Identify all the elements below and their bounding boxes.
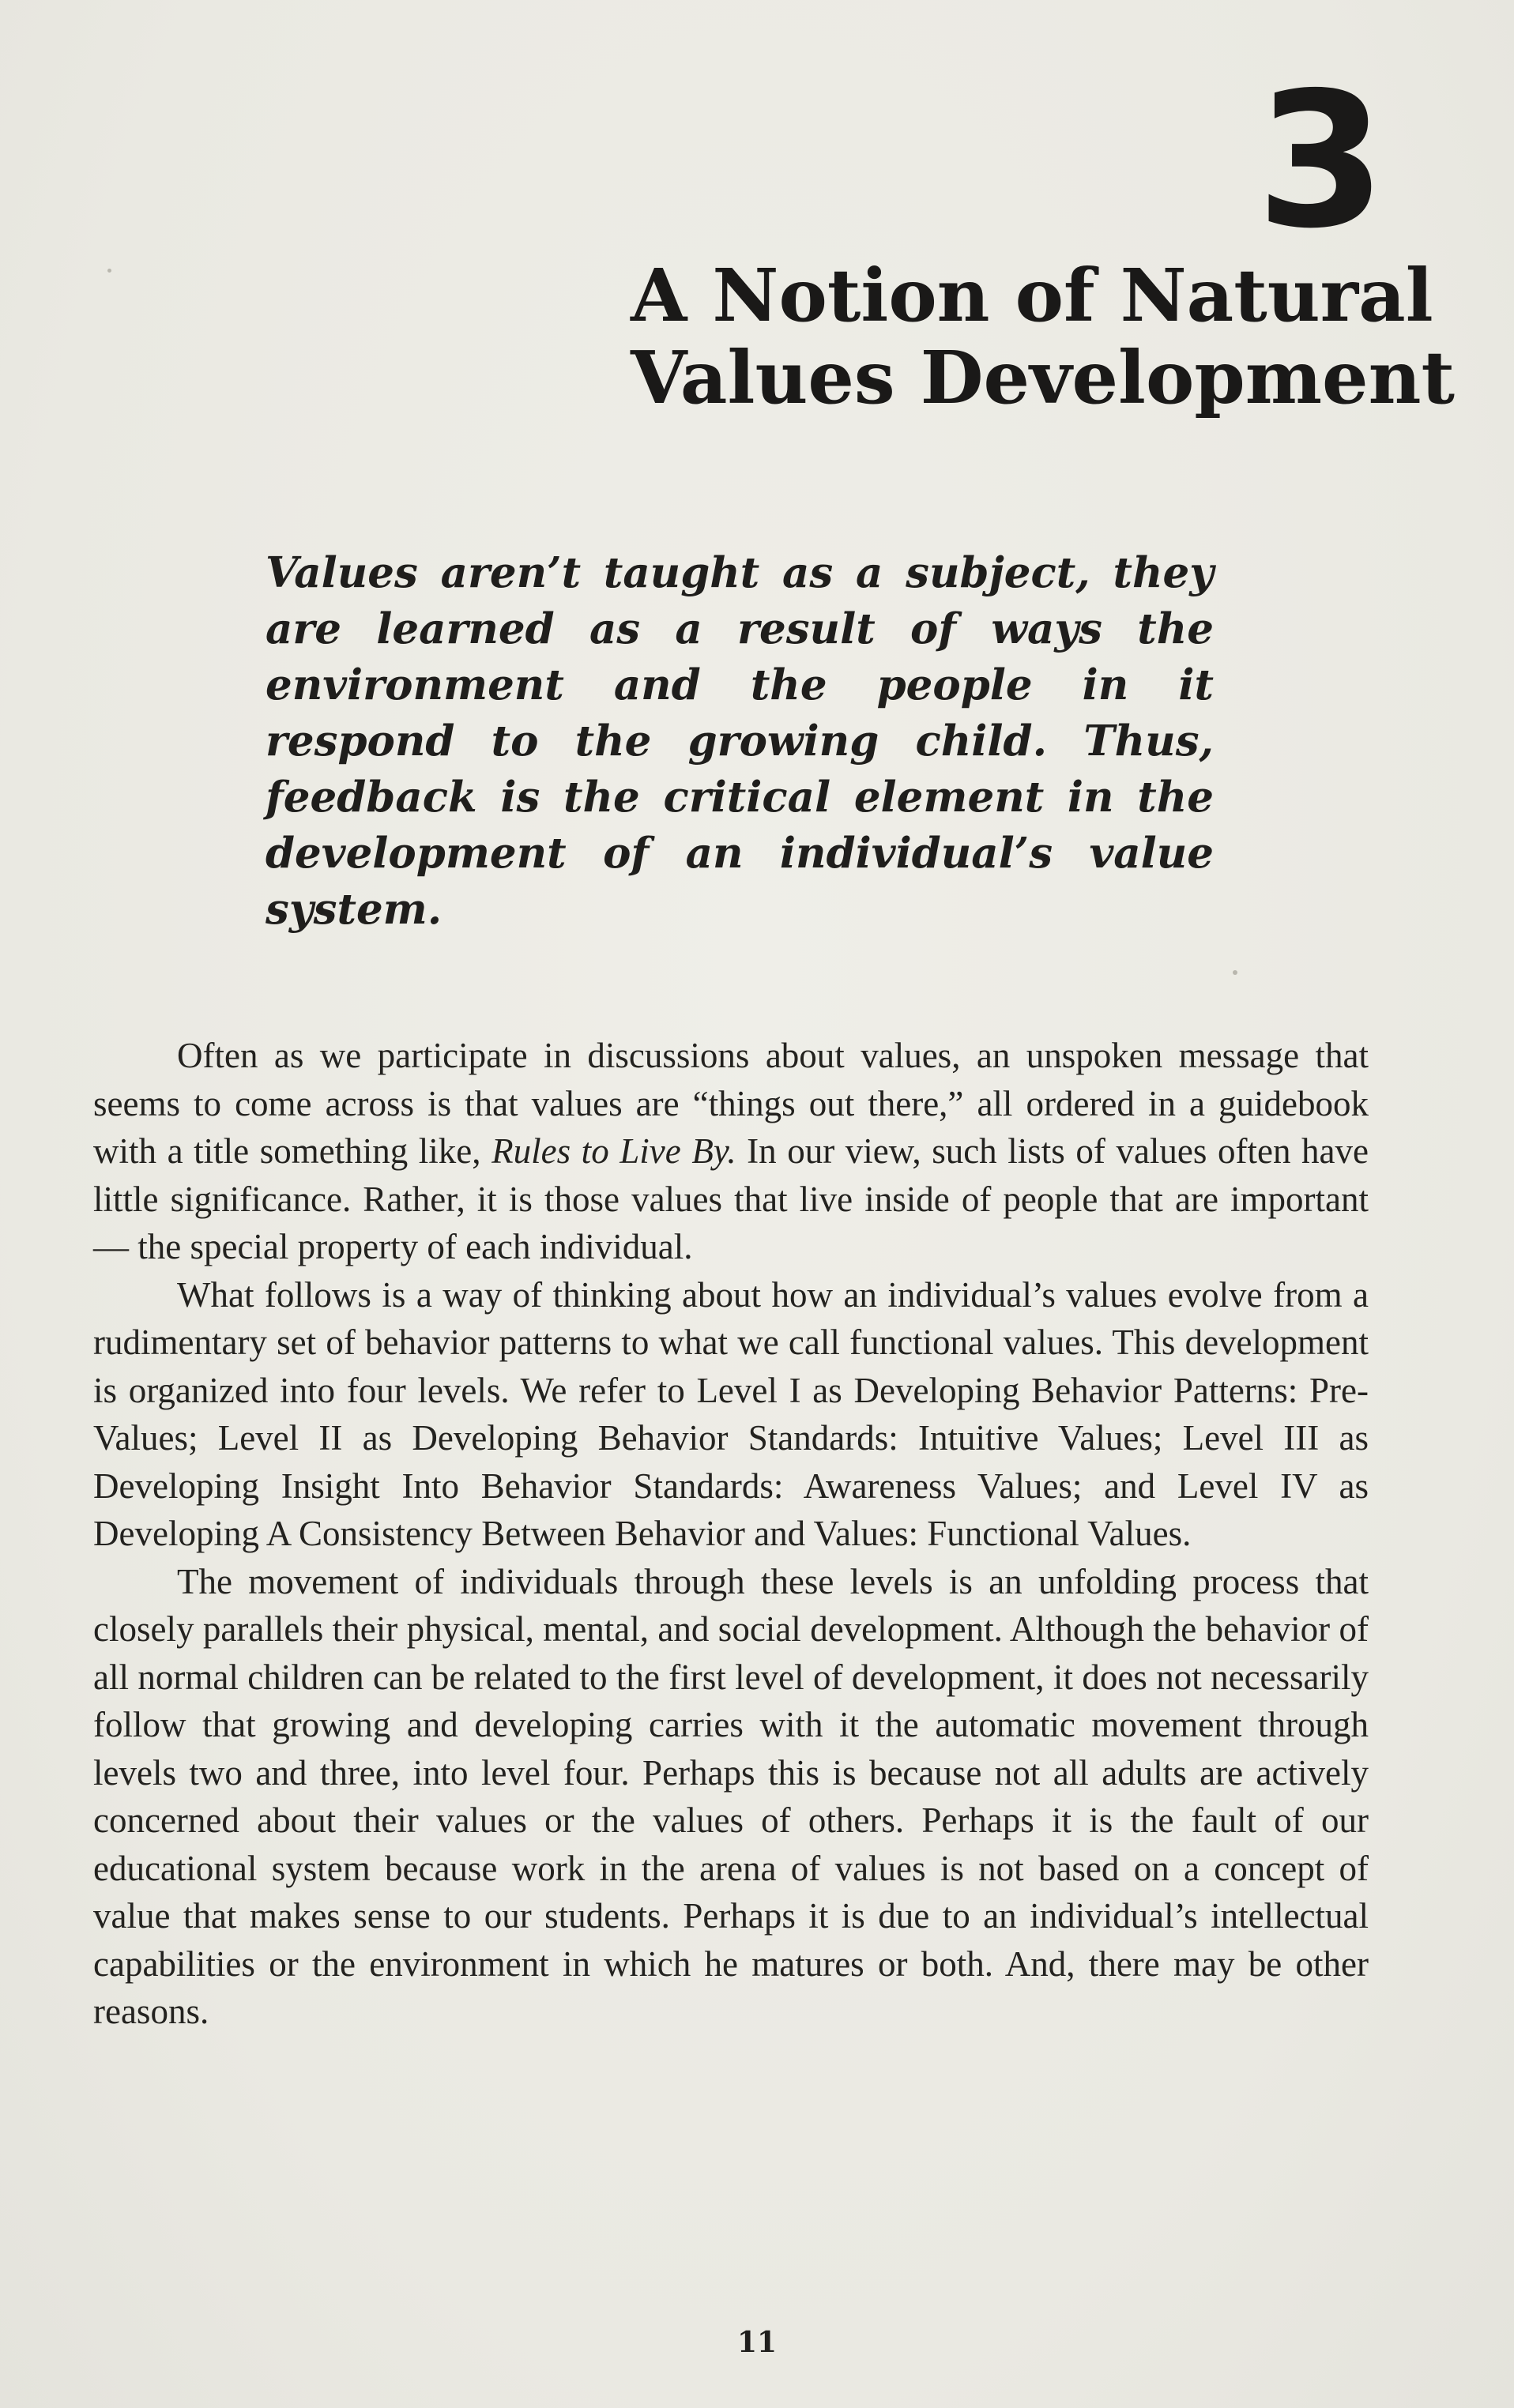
paragraph-3: The movement of individuals through these levels is an unfolding process that closely parallels their physical, mental, and social development. Although the behavior of all normal children can be related to the first level of development, it does not necessarily follow that growing and developing carries with it the automatic movement through levels two and three, into level four. Perhaps this is because not all adults are actively concerned about their values or the values of others. Perhaps it is the fault of our educational system because work in the arena of values is not based on a concept of value that makes sense to our students. Perhaps it is due to an individual’s intellectual capabilities or the environment in which he matures or both. And, there may be other reasons.	[93, 1561, 1369, 2031]
chapter-title-line-1: A Notion of Natural	[631, 253, 1433, 338]
book-title-reference: Rules to Live By.	[491, 1131, 736, 1171]
chapter-number: 3	[1256, 52, 1383, 269]
chapter-epigraph: Values aren’t taught as a subject, they are learned as a result of ways the environment and the people in it respond to the growing child. Thus, feedback is the critical element in the development of an individual’s value system.	[266, 548, 1214, 934]
paragraph-1-text-b: In our view, such lists of values often have little significance. Rather, it is those values that live inside of people that are important — the special property of each individual.	[93, 1131, 1369, 1266]
paragraph-1-text-a: Often as we participate in discussions about values, an unspoken message that seems to come across is that values are “things out there,” all ordered in a guidebook with a title something like,	[93, 1036, 1369, 1171]
paper-speck	[1233, 970, 1237, 975]
chapter-title	[631, 253, 1455, 420]
paragraph-1	[93, 1032, 1369, 1271]
paper-speck	[107, 269, 111, 273]
paragraph-2: What follows is a way of thinking about how an individual’s values evolve from a rudimentary set of behavior patterns to what we call functional values. This development is organized into four levels. We refer to Level I as Developing Behavior Patterns: Pre-Values; Level II as Developing Behavior Standards: Intuitive Values; Level III as Developing Insight Into Behavior Standards: Awareness Values; and Level IV as Developing A Consistency Between Behavior and Values: Functional Values.	[93, 1274, 1369, 1553]
page-number: 11	[736, 2326, 778, 2359]
body-text	[93, 1032, 1369, 2036]
chapter-title-line-2: Values Development	[631, 335, 1455, 420]
